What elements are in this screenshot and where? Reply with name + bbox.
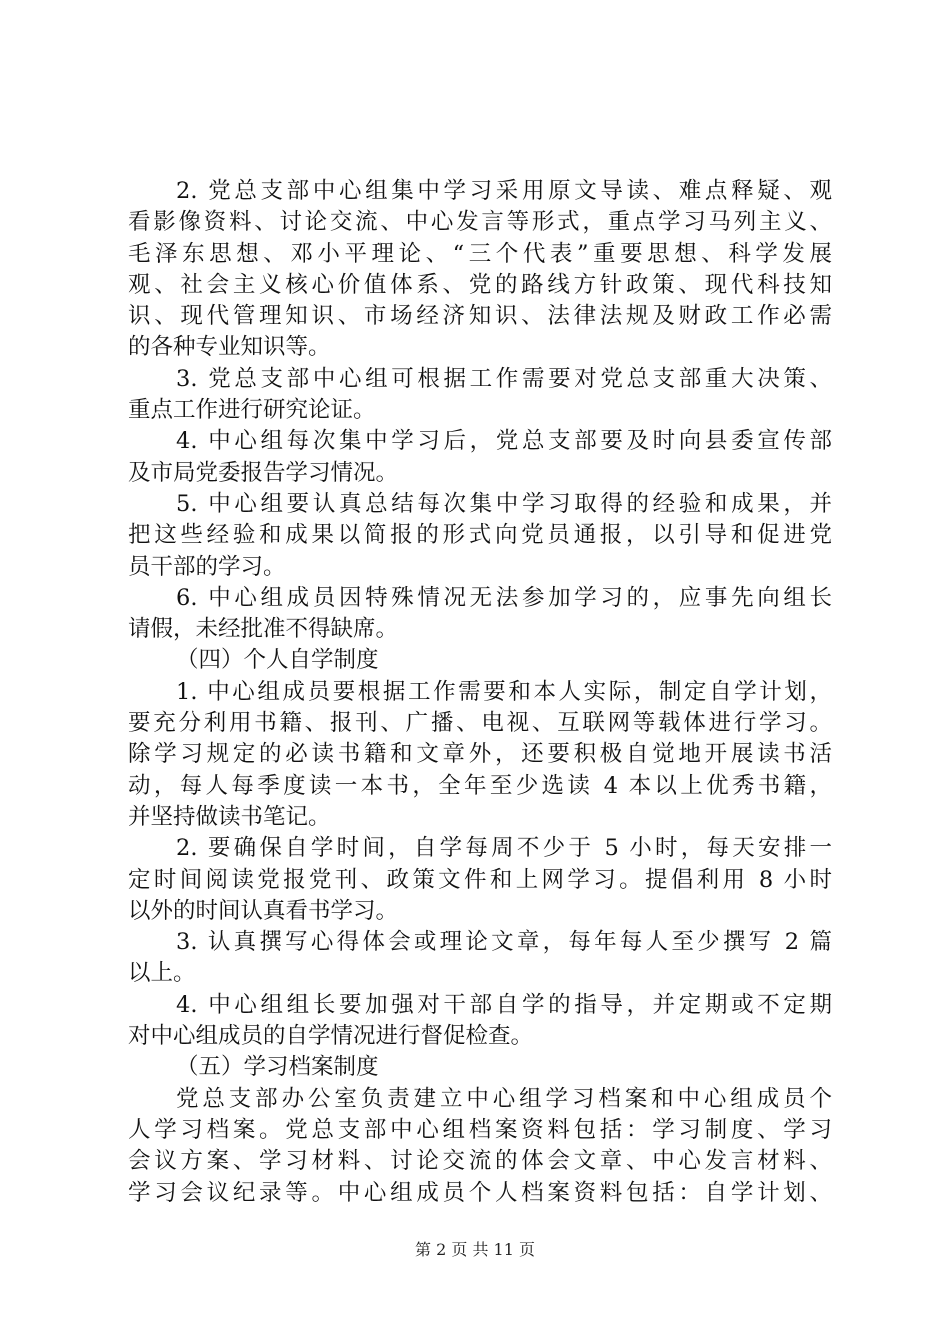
text-line: 学习会议纪录等。中心组成员个人档案资料包括：自学计划、 bbox=[128, 1179, 832, 1206]
text-line: 观、社会主义核心价值体系、党的路线方针政策、现代科技知 bbox=[128, 271, 832, 298]
text-line: 1. 中心组成员要根据工作需要和本人实际，制定自学计划， bbox=[176, 678, 832, 705]
text-line: 2. 党总支部中心组集中学习采用原文导读、难点释疑、观 bbox=[176, 178, 832, 204]
text-line: 除学习规定的必读书籍和文章外，还要积极自觉地开展读书活 bbox=[128, 741, 832, 768]
text-line: 党总支部办公室负责建立中心组学习档案和中心组成员个 bbox=[176, 1085, 832, 1112]
text-line: 并坚持做读书笔记。 bbox=[128, 803, 331, 830]
text-line: 看影像资料、讨论交流、中心发言等形式，重点学习马列主义、 bbox=[128, 209, 832, 236]
text-line: 人学习档案。党总支部中心组档案资料包括：学习制度、学习 bbox=[128, 1116, 832, 1143]
text-line: 请假，未经批准不得缺席。 bbox=[128, 616, 399, 643]
text-line: 以上。 bbox=[128, 960, 196, 987]
text-line: 定时间阅读党报党刊、政策文件和上网学习。提倡利用 8 小时 bbox=[128, 866, 832, 893]
text-line: 的各种专业知识等。 bbox=[128, 334, 331, 361]
text-line: 毛泽东思想、邓小平理论、“三个代表”重要思想、科学发展 bbox=[128, 240, 832, 267]
text-line: 3. 党总支部中心组可根据工作需要对党总支部重大决策、 bbox=[176, 365, 832, 392]
section-heading: （四）个人自学制度 bbox=[176, 647, 379, 674]
text-line: 4. 中心组组长要加强对干部自学的指导，并定期或不定期 bbox=[176, 991, 832, 1018]
text-line: 5. 中心组要认真总结每次集中学习取得的经验和成果，并 bbox=[176, 490, 832, 517]
text-line: 2. 要确保自学时间，自学每周不少于 5 小时，每天安排一 bbox=[176, 835, 832, 862]
text-line: 重点工作进行研究论证。 bbox=[128, 397, 376, 424]
text-line: 员干部的学习。 bbox=[128, 553, 286, 580]
text-line: 识、现代管理知识、市场经济知识、法律法规及财政工作必需 bbox=[128, 303, 832, 330]
text-line: 及市局党委报告学习情况。 bbox=[128, 459, 399, 486]
text-line: 6. 中心组成员因特殊情况无法参加学习的，应事先向组长 bbox=[176, 584, 832, 611]
text-line: 动，每人每季度读一本书，全年至少选读 4 本以上优秀书籍， bbox=[128, 772, 832, 799]
text-line: 3. 认真撰写心得体会或理论文章，每年每人至少撰写 2 篇 bbox=[176, 929, 832, 956]
text-line: 把这些经验和成果以简报的形式向党员通报，以引导和促进党 bbox=[128, 522, 832, 549]
text-line: 4. 中心组每次集中学习后，党总支部要及时向县委宣传部 bbox=[176, 428, 832, 455]
page-number-footer: 第 2 页 共 11 页 bbox=[415, 1240, 535, 1259]
text-line: 会议方案、学习材料、讨论交流的体会文章、中心发言材料、 bbox=[128, 1148, 832, 1175]
text-line: 以外的时间认真看书学习。 bbox=[128, 897, 399, 924]
section-heading: （五）学习档案制度 bbox=[176, 1054, 379, 1081]
text-line: 对中心组成员的自学情况进行督促检查。 bbox=[128, 1023, 534, 1050]
document-body bbox=[128, 176, 832, 1209]
text-line: 要充分利用书籍、报刊、广播、电视、互联网等载体进行学习。 bbox=[128, 710, 832, 737]
